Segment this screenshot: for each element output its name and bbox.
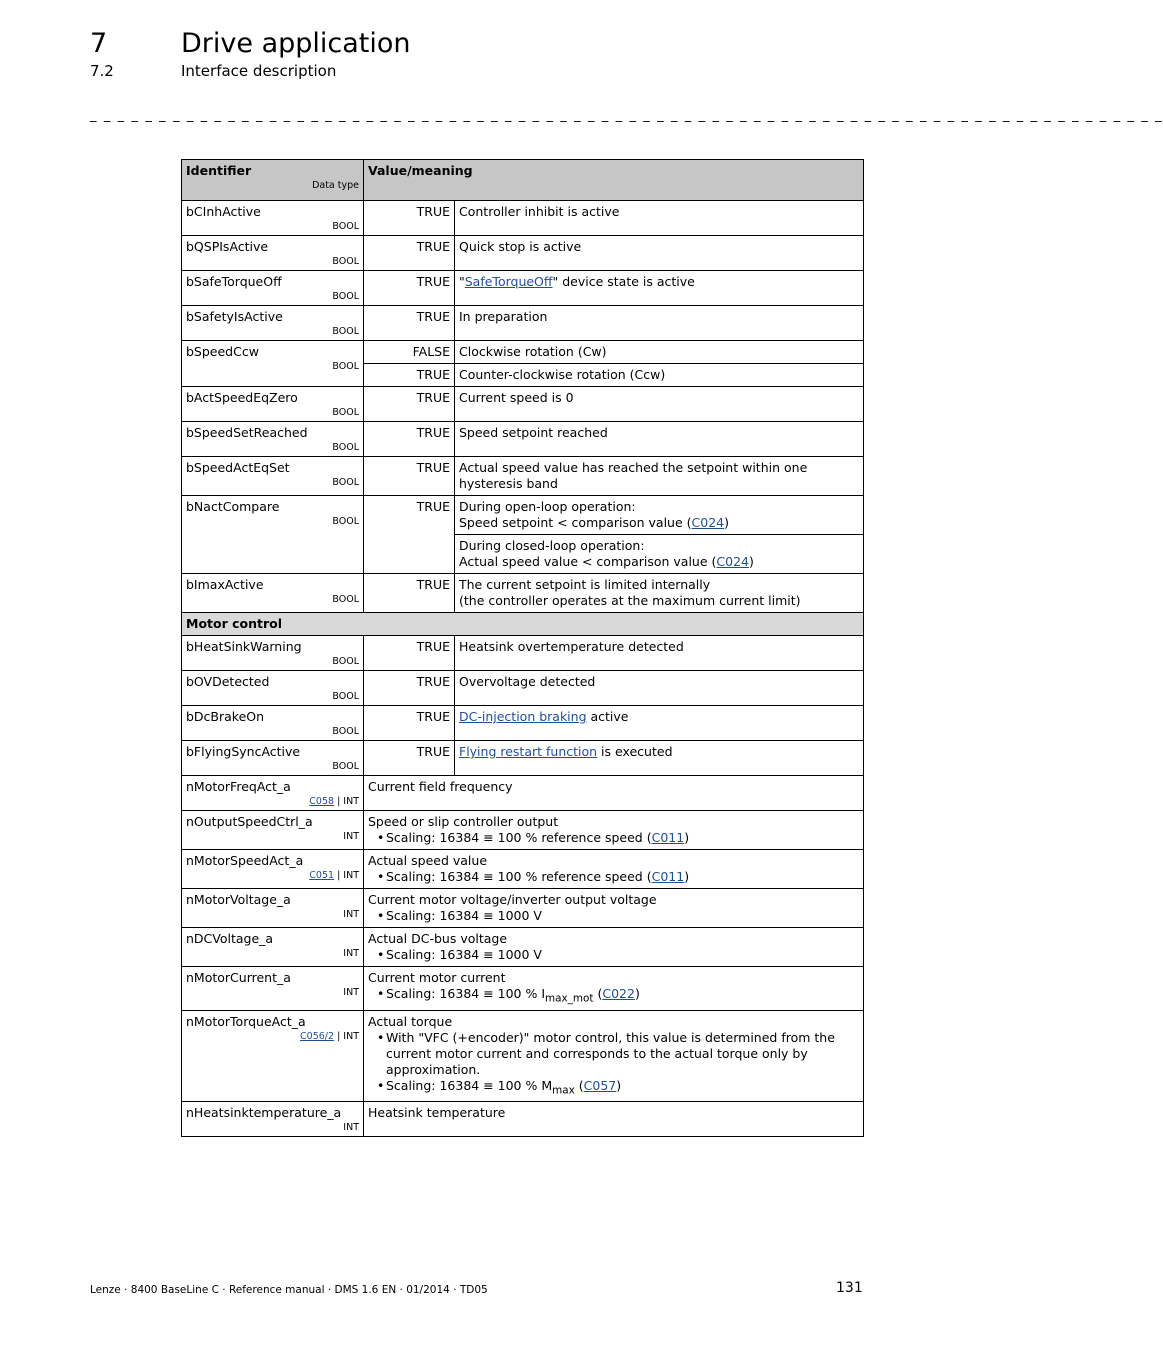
table-row [182,850,864,889]
dc-injection-braking-link[interactable]: DC-injection braking [459,709,587,724]
identifier: nMotorTorqueAct_a [186,1013,306,1029]
meaning: Speed or slip controller output • Scaling: 16384 ≡ 100 % reference speed (C011) [364,811,864,850]
datatype: BOOL [332,594,359,605]
footer-text: Lenze · 8400 BaseLine C · Reference manual · DMS 1.6 EN · 01/2014 · TD05 [90,1284,488,1296]
datatype: BOOL [332,442,359,453]
header-identifier: Identifier [186,163,252,178]
chapter-title: Drive application [181,28,411,59]
datatype: INT [343,909,359,920]
value: TRUE [364,364,455,387]
chapter-number: 7 [90,28,108,59]
datatype: BOOL [332,361,359,372]
meaning: Controller inhibit is active [455,201,864,236]
identifier: nMotorVoltage_a [186,892,291,907]
value: TRUE [364,271,455,306]
table-row [182,776,864,811]
page-number: 131 [836,1280,863,1296]
meaning: In preparation [455,306,864,341]
meaning: During open-loop operation: Speed setpoint < comparison value (C024) [455,496,864,535]
identifier: nMotorCurrent_a [186,970,291,985]
datatype: BOOL [332,291,359,302]
identifier: bHeatSinkWarning [186,639,302,654]
flying-restart-link[interactable]: Flying restart function [459,744,598,759]
identifier: bSpeedSetReached [186,425,308,440]
identifier: nHeatsinktemperature_a [186,1105,342,1120]
table-row [182,496,864,535]
c057-link[interactable]: C057 [583,1077,617,1093]
c051-link[interactable]: C051 [309,870,335,881]
identifier: bSpeedCcw [186,344,259,359]
datatype: INT [343,987,359,998]
identifier: bOVDetected [186,674,270,689]
datatype: INT [343,1122,359,1133]
meaning: Heatsink temperature [364,1102,864,1137]
identifier: nOutputSpeedCtrl_a [186,814,313,829]
value: TRUE [364,706,455,741]
datatype: BOOL [332,516,359,527]
meaning: Current speed is 0 [455,387,864,422]
section-number: 7.2 [90,62,114,80]
datatype: BOOL [332,691,359,702]
value: TRUE [364,636,455,671]
meaning: Actual speed value has reached the setpoint within one hysteresis band [455,457,864,496]
meaning: Actual speed value • Scaling: 16384 ≡ 100 % reference speed (C011) [364,850,864,889]
table-row [182,706,864,741]
identifier: bSafetyIsActive [186,309,283,324]
value: TRUE [364,671,455,706]
datatype: C051 | INT [309,870,359,881]
datatype: BOOL [332,407,359,418]
meaning: Flying restart function is executed [455,741,864,776]
value: TRUE [364,306,455,341]
meaning: Overvoltage detected [455,671,864,706]
identifier: bActSpeedEqZero [186,390,298,405]
value: TRUE [364,457,455,496]
meaning: Speed setpoint reached [455,422,864,457]
meaning: Clockwise rotation (Cw) [455,341,864,364]
meaning: DC-injection braking active [455,706,864,741]
identifier: nMotorFreqAct_a [186,779,291,794]
value: TRUE [364,422,455,457]
identifier: nMotorSpeedAct_a [186,853,304,868]
identifier: nDCVoltage_a [186,931,274,946]
datatype: INT [343,831,359,842]
value: TRUE [364,236,455,271]
value: FALSE [364,341,455,364]
identifier: bQSPIsActive [186,239,269,254]
table-row [182,1102,864,1137]
identifier: bNactCompare [186,499,280,514]
meaning: "SafeTorqueOff" device state is active [455,271,864,306]
datatype: BOOL [332,221,359,232]
interface-table [181,159,864,1137]
table-row [182,811,864,850]
separator-line: _ _ _ _ _ _ _ _ _ _ _ _ _ _ _ _ _ _ _ _ _ _ _ _ _ _ _ _ _ _ _ _ _ _ _ _ _ _ _ _ _ _ _ _ _ _ _ _ _ _ _ _ _ _ _ _ _ _ _ _ _ _ _ _ _ _ _ _ _ _ _ _ _ _ _ _ _ _ [90,108,1163,123]
datatype: BOOL [332,656,359,667]
meaning: Quick stop is active [455,236,864,271]
meaning: The current setpoint is limited internally (the controller operates at the maximum current limit) [455,574,864,613]
section-title: Interface description [181,62,337,80]
c022-link[interactable]: C022 [602,986,635,1001]
table-row [182,341,864,364]
c024-link[interactable]: C024 [716,554,749,569]
meaning: Counter-clockwise rotation (Ccw) [455,364,864,387]
c011-link[interactable]: C011 [651,830,685,845]
value: TRUE [364,741,455,776]
datatype: INT [343,948,359,959]
table-row [182,1010,864,1102]
c024-link[interactable]: C024 [691,515,725,530]
datatype: C058 | INT [309,796,359,807]
identifier: bSpeedActEqSet [186,460,290,475]
datatype: BOOL [332,477,359,488]
table-row [182,201,864,236]
meaning: Actual DC-bus voltage • Scaling: 16384 ≡ 1000 V [364,928,864,967]
meaning: Actual torque • With "VFC (+encoder)" motor control, this value is determined from the current motor current and corresponds to the actual torque only by approximation. • Scaling: 16384 ≡ 100 % $M_{max}$ (C057) [364,1010,864,1102]
identifier: bFlyingSyncActive [186,744,301,759]
datatype: BOOL [332,256,359,267]
identifier: bDcBrakeOn [186,709,265,724]
c058-link[interactable]: C058 [309,796,335,807]
table-row [182,928,864,967]
section-row-motor-control: Motor control [182,613,864,636]
value: TRUE [364,201,455,236]
table-row [182,574,864,613]
meaning: During closed-loop operation: Actual speed value < comparison value (C024) [455,535,864,574]
datatype: BOOL [332,326,359,337]
identifier: bImaxActive [186,577,264,592]
safetorqueoff-link[interactable]: SafeTorqueOff [464,274,553,289]
meaning: Current motor current • Scaling: 16384 ≡ 100 % $I_{max\_mot}$ (C022) [364,967,864,1011]
table-header [182,160,864,201]
identifier: bSafeTorqueOff [186,274,282,289]
table-row [182,741,864,776]
table-row [182,387,864,422]
table-row [182,671,864,706]
meaning: Current field frequency [364,776,864,811]
value: TRUE [364,496,455,574]
value: TRUE [364,387,455,422]
header-value: Value/meaning [364,160,864,201]
table-row [182,236,864,271]
table-row [182,306,864,341]
meaning: Heatsink overtemperature detected [455,636,864,671]
c056-2-link[interactable]: C056/2 [300,1030,335,1042]
table-row [182,967,864,1011]
value: TRUE [364,574,455,613]
table-row [182,271,864,306]
table-row [182,457,864,496]
table-row [182,636,864,671]
datatype: BOOL [332,726,359,737]
meaning: Current motor voltage/inverter output voltage • Scaling: 16384 ≡ 1000 V [364,889,864,928]
header-datatype: Data type [312,180,359,191]
c011-link[interactable]: C011 [651,869,685,884]
datatype: BOOL [332,761,359,772]
table-row [182,889,864,928]
table-row [182,422,864,457]
identifier: bCInhActive [186,204,261,219]
datatype: C056/2 | INT [300,1030,359,1042]
